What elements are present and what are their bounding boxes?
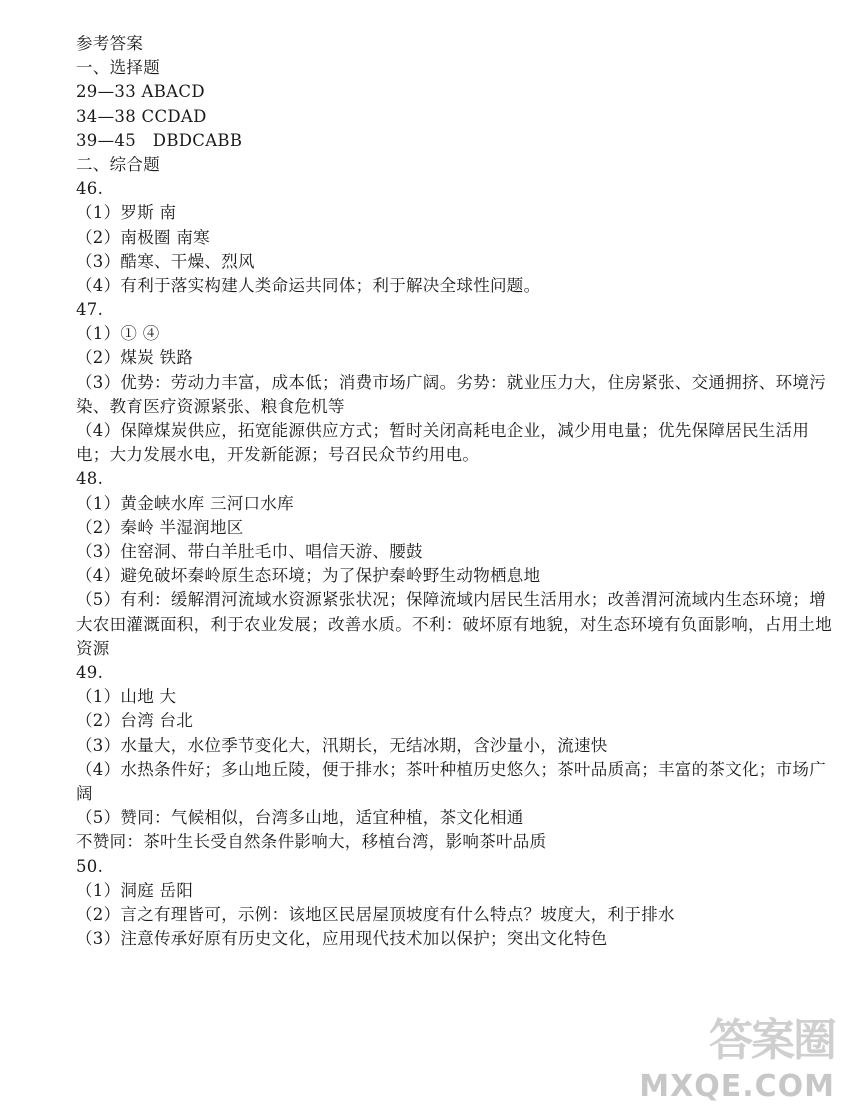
- answer-49-3: （3）水量大，水位季节变化大，汛期长，无结冰期，含沙量小，流速快: [76, 735, 608, 755]
- answer-46-1: （1）罗斯 南: [76, 203, 177, 223]
- answer-50-1: （1）洞庭 岳阳: [76, 880, 194, 900]
- answer-49-6: 不赞同：茶叶生长受自然条件影响大，移植台湾，影响茶叶品质: [76, 832, 547, 852]
- answer-48-2: （2）秦岭 半湿润地区: [76, 517, 244, 537]
- answer-49-4: （4）水热条件好；多山地丘陵，便于排水；茶叶种植历史悠久；茶叶品质高；丰富的茶文化；市场广阔: [76, 759, 826, 803]
- section-heading-multiple-choice: 一、选择题: [76, 58, 160, 78]
- answer-47-2: （2）煤炭 铁路: [76, 348, 194, 368]
- mc-answers-39-45: 39—45 DBDCABB: [76, 130, 243, 150]
- question-number-48: 48.: [76, 469, 104, 489]
- mc-answers-34-38: 34—38 CCDAD: [76, 106, 207, 126]
- doc-title: 参考答案: [76, 34, 144, 53]
- answer-48-5: （5）有利：缓解渭河流域水资源紧张状况；保障流域内居民生活用水；改善渭河流域内生态环境；增大农田灌溉面积，利于农业发展；改善水质。不利：破坏原有地貌，对生态环境有负面影响，占用土地资源: [76, 590, 832, 658]
- answer-50-3: （3）注意传承好原有历史文化，应用现代技术加以保护；突出文化特色: [76, 929, 608, 949]
- answer-47-4: （4）保障煤炭供应，拓宽能源供应方式；暂时关闭高耗电企业，减少用电量；优先保障居民生活用电；大力发展水电，开发新能源；号召民众节约用电。: [76, 421, 810, 465]
- answer-50-2: （2）言之有理皆可，示例：该地区民居屋顶坡度有什么特点？坡度大，利于排水: [76, 904, 675, 924]
- answer-46-4: （4）有利于落实构建人类命运共同体；利于解决全球性问题。: [76, 275, 541, 295]
- question-number-46: 46.: [76, 179, 104, 199]
- question-number-47: 47.: [76, 300, 104, 320]
- answer-content: [76, 32, 836, 951]
- watermark-chinese-text: 答案圈: [709, 1015, 835, 1066]
- answer-49-2: （2）台湾 台北: [76, 711, 194, 731]
- answer-47-3: （3）优势：劳动力丰富，成本低；消费市场广阔。劣势：就业压力大，住房紧张、交通拥挤、环境污染、教育医疗资源紧张、粮食危机等: [76, 372, 826, 416]
- section-heading-comprehensive: 二、综合题: [76, 154, 160, 174]
- answer-47-1: （1）① ④: [76, 324, 160, 344]
- answer-49-1: （1）山地 大: [76, 687, 177, 707]
- answer-49-5: （5）赞同：气候相似，台湾多山地，适宜种植，茶文化相通: [76, 808, 524, 828]
- watermark-url-text: MXQE.COM: [639, 1069, 835, 1104]
- watermark-logo: [639, 1008, 841, 1104]
- question-number-50: 50.: [76, 856, 104, 876]
- question-number-49: 49.: [76, 662, 104, 682]
- answer-46-2: （2）南极圈 南寒: [76, 227, 210, 247]
- answer-46-3: （3）酷寒、干燥、烈风: [76, 251, 255, 271]
- mc-answers-29-33: 29—33 ABACD: [76, 82, 205, 102]
- answer-48-1: （1）黄金峡水库 三河口水库: [76, 493, 294, 513]
- answer-48-4: （4）避免破坏秦岭原生态环境；为了保护秦岭野生动物栖息地: [76, 566, 541, 586]
- answer-48-3: （3）住窑洞、带白羊肚毛巾、唱信天游、腰鼓: [76, 542, 423, 561]
